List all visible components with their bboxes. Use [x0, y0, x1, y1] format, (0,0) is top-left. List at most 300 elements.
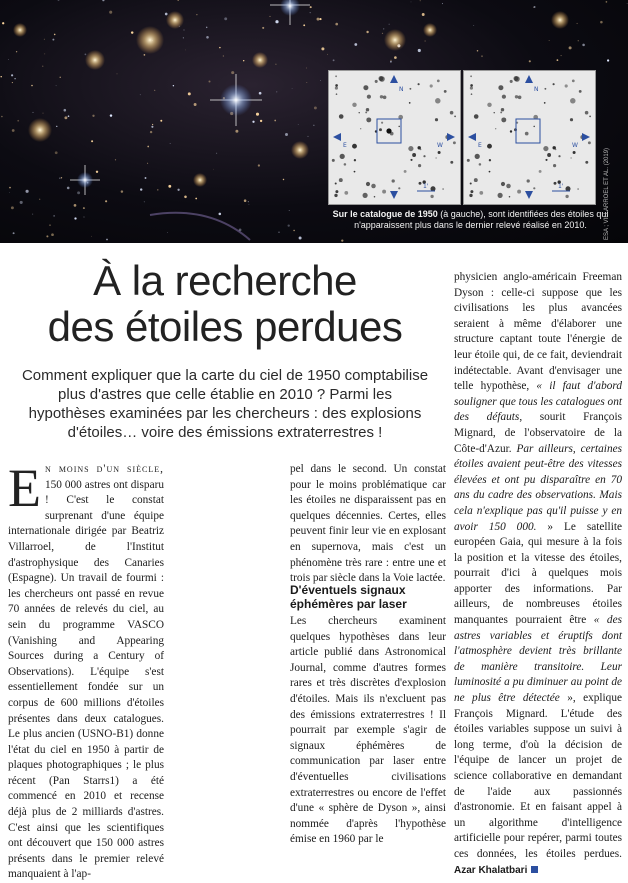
catalog-star — [409, 102, 411, 104]
catalog-star — [352, 144, 357, 149]
catalog-star — [589, 116, 591, 118]
catalog-star — [366, 108, 369, 111]
star — [68, 115, 70, 117]
catalog-star — [339, 114, 344, 119]
catalog-star — [545, 159, 547, 161]
star — [109, 11, 112, 14]
end-mark — [531, 866, 538, 873]
catalog-star — [378, 76, 383, 81]
catalog-star — [474, 178, 478, 182]
star — [231, 71, 234, 74]
star — [394, 56, 397, 59]
star — [44, 53, 45, 54]
catalog-star — [381, 122, 383, 124]
catalog-star — [410, 159, 412, 161]
star — [481, 55, 483, 57]
star — [292, 88, 293, 89]
catalog-star — [417, 146, 420, 149]
star — [208, 80, 210, 82]
star — [223, 55, 224, 56]
star — [168, 185, 171, 188]
catalog-star — [510, 80, 513, 83]
star — [260, 120, 262, 122]
star — [335, 23, 338, 26]
col3-quote-1: « il faut d'abord souligner que tous les catalogues ont des défauts — [454, 380, 622, 424]
catalog-star — [409, 88, 411, 90]
star — [83, 216, 84, 217]
headline-line-2: des étoiles perdues — [47, 303, 403, 350]
catalog-star — [360, 128, 361, 129]
catalog-star — [577, 188, 579, 190]
star — [390, 60, 391, 61]
col3-text-4: », explique François Mignard. L'étude des étoiles variables suppose un suivi à long terme, d'où la décision de l'équipe de lancer un projet de science collaborative en demandant de l'aide aux passionnés d'astronomie. Et en faisant appel à un algorithme d'intelligence artificielle pour repérer, parmi toutes ces données, les étoiles perdues. — [454, 692, 622, 860]
star — [333, 59, 335, 61]
star — [177, 0, 179, 1]
star — [477, 50, 479, 52]
star — [0, 76, 1, 77]
star — [160, 120, 162, 122]
catalog-star — [352, 103, 356, 107]
catalog-star — [436, 157, 437, 158]
star — [58, 0, 60, 1]
east-label: E — [478, 142, 482, 149]
catalog-star — [374, 196, 376, 198]
catalog-star — [510, 130, 512, 132]
catalog-star — [365, 111, 367, 113]
star — [67, 187, 70, 190]
star — [390, 61, 392, 63]
catalog-star — [340, 154, 345, 159]
star — [313, 125, 314, 126]
catalog-star — [336, 93, 338, 95]
star — [320, 80, 321, 81]
star — [91, 236, 92, 237]
north-label: N — [399, 86, 404, 93]
star — [607, 59, 609, 61]
star — [219, 213, 222, 216]
col3-quote-2: Par ailleurs, certaines étoiles avaient peut-être des vitesses élevées et ont pu disparaître en 70 ans du cadre des observations. Mais cela n'explique pas qu'il puisse y en avoir 150 000. — [454, 442, 622, 533]
catalog-star — [494, 112, 495, 113]
star — [59, 178, 60, 179]
catalog-star — [558, 155, 560, 157]
catalog-star — [573, 151, 576, 154]
survey-2010-chart — [464, 71, 595, 204]
catalog-star — [450, 111, 454, 115]
star — [578, 40, 579, 41]
star — [274, 120, 276, 122]
star — [306, 68, 307, 69]
star — [177, 189, 179, 191]
catalog-star — [518, 95, 522, 99]
star — [248, 204, 249, 205]
catalog-star — [438, 151, 441, 154]
star — [283, 179, 284, 180]
catalog-star — [398, 126, 400, 128]
catalog-star — [565, 195, 568, 198]
catalog-star — [479, 163, 482, 166]
catalog-star — [354, 171, 356, 173]
west-label: W — [437, 142, 443, 149]
star — [243, 60, 244, 61]
catalog-star — [467, 159, 470, 162]
east-label: E — [343, 142, 347, 149]
star — [147, 146, 149, 148]
star — [13, 232, 15, 234]
star — [529, 60, 531, 62]
star — [319, 18, 321, 20]
star — [298, 124, 299, 125]
catalog-star — [553, 164, 556, 167]
catalog-star — [382, 190, 386, 194]
catalog-star — [495, 128, 496, 129]
catalog-star — [430, 84, 433, 87]
star — [17, 120, 19, 122]
star — [9, 187, 11, 189]
caption-text: (à gauche), sont identifiées des étoiles qui n'apparaissent plus dans le dernier relevé réalisé en 2010. — [354, 209, 609, 230]
star — [77, 191, 80, 194]
star — [235, 130, 238, 133]
catalog-star — [344, 163, 347, 166]
star — [293, 230, 294, 231]
catalog-star — [470, 84, 473, 87]
catalog-star — [379, 128, 382, 131]
catalog-star — [359, 112, 360, 113]
catalog-star — [423, 155, 425, 157]
star — [12, 82, 13, 83]
star — [52, 39, 54, 41]
star — [83, 207, 85, 209]
star — [321, 47, 324, 50]
catalog-star — [487, 144, 492, 149]
author-signature: Azar Khalatbari — [454, 864, 528, 876]
star — [53, 215, 55, 217]
catalog-star — [517, 190, 521, 194]
star — [442, 3, 443, 4]
star — [256, 113, 259, 116]
star — [188, 92, 191, 95]
star — [195, 198, 197, 200]
star — [561, 55, 562, 56]
catalog-star — [533, 126, 535, 128]
star — [140, 188, 142, 190]
star — [184, 196, 187, 199]
caption-bold: Sur le catalogue de 1950 — [332, 209, 438, 219]
star — [105, 200, 107, 202]
headline-line-1: À la recherche — [93, 257, 357, 304]
catalog-star — [544, 88, 546, 90]
star — [121, 190, 123, 192]
catalog-star — [552, 146, 555, 149]
star — [154, 90, 155, 91]
catalog-star — [335, 87, 338, 90]
catalog-star — [565, 84, 568, 87]
scale-label: 1' — [423, 183, 429, 190]
star — [20, 201, 23, 204]
headline — [10, 258, 440, 350]
catalog-star — [570, 118, 573, 121]
star — [425, 40, 426, 41]
star — [96, 171, 98, 173]
star — [167, 232, 168, 233]
catalog-star — [506, 184, 511, 189]
star — [270, 16, 271, 17]
catalog-star — [470, 182, 472, 184]
catalog-star — [489, 171, 491, 173]
catalog-star — [501, 117, 506, 122]
star — [577, 23, 578, 24]
catalog-star — [430, 195, 433, 198]
star — [288, 224, 290, 226]
star — [248, 201, 249, 202]
star — [165, 13, 168, 16]
star — [341, 239, 343, 241]
catalog-star — [500, 111, 502, 113]
star — [258, 164, 260, 166]
catalog-star — [363, 85, 368, 90]
star — [308, 136, 309, 137]
catalog-star — [335, 84, 338, 87]
star — [606, 1, 608, 3]
photo-credit: ESA ; VILLARROEL ET AL. (2019) — [604, 147, 610, 240]
article-column-3 — [454, 270, 622, 878]
catalog-star — [366, 117, 371, 122]
catalog-star — [470, 87, 473, 90]
star — [366, 31, 368, 33]
star — [43, 113, 44, 114]
star — [74, 217, 76, 219]
star — [91, 140, 93, 142]
catalog-star — [418, 164, 421, 167]
star — [276, 91, 277, 92]
star — [557, 59, 559, 61]
catalog-star — [502, 95, 506, 99]
survey-panel-2010 — [463, 70, 596, 205]
catalog-star — [525, 132, 529, 136]
star — [60, 77, 61, 78]
drop-cap: E — [8, 458, 41, 518]
star — [213, 169, 214, 170]
star — [51, 233, 54, 236]
catalog-star — [408, 146, 413, 151]
star — [314, 106, 317, 109]
star — [117, 74, 118, 75]
subheading: D'éventuels signaux éphémères par laser — [290, 583, 407, 611]
catalog-star — [442, 188, 444, 190]
catalog-star — [412, 153, 416, 157]
star — [115, 159, 116, 160]
star — [473, 25, 474, 26]
star — [64, 116, 67, 119]
star — [102, 0, 104, 1]
catalog-star — [527, 179, 530, 182]
catalog-star — [392, 179, 395, 182]
article-column-2-bottom: Les chercheurs examinent quelques hypothèses dans leur article publié dans Astronomical Journal, comme d'autres formes rares et très discrètes d'explosion d'étoiles. Mais ils n'excluent pas des émissions extraterrestres ! Il pourrait par exemple s'agir de signaux éphémères de communication par laser entre d'éventuelles civilisations extraterrestres ou encore de l'effet d'une « sphère de Dyson », ainsi nommée d'après l'hypothèse émise en 1960 par le — [290, 615, 446, 846]
catalog-star — [579, 90, 582, 93]
col3-quote-3: « des astres variables et éruptifs dont l'atmosphère devient très brillante de manière transitoire. Leur luminosité a pu diminuer au point de ne plus être détectée — [454, 614, 622, 705]
star — [420, 0, 421, 1]
catalog-star — [585, 111, 589, 115]
catalog-star — [453, 141, 456, 144]
star — [26, 190, 29, 193]
catalog-star — [334, 194, 337, 197]
catalog-star — [454, 116, 456, 118]
star — [92, 115, 94, 117]
catalog-star — [435, 118, 438, 121]
star — [33, 112, 34, 113]
article-column-1 — [8, 458, 164, 883]
star — [32, 214, 33, 215]
star — [14, 78, 16, 80]
catalog-star — [513, 76, 518, 81]
star — [16, 51, 17, 52]
catalog-star — [366, 182, 370, 186]
star — [144, 54, 146, 56]
star — [46, 235, 48, 237]
star — [170, 143, 171, 144]
star — [196, 14, 197, 15]
catalog-star — [380, 95, 383, 98]
star — [600, 21, 603, 24]
star — [582, 44, 585, 47]
opening-smallcaps: n moins d'un siècle, — [45, 463, 164, 475]
hero-image — [0, 0, 628, 243]
catalog-star — [471, 93, 473, 95]
star — [49, 224, 50, 225]
star — [549, 40, 550, 41]
star — [184, 30, 185, 31]
star — [299, 237, 302, 240]
catalog-star — [344, 191, 348, 195]
star — [383, 28, 384, 29]
star — [39, 199, 40, 200]
catalog-star — [335, 75, 337, 77]
catalog-star — [383, 95, 387, 99]
star — [56, 126, 57, 127]
lede: Comment expliquer que la carte du ciel de 1950 comptabilise plus d'astres que celle établie en 2010 ? Parmi les hypothèses examinées par les chercheurs : des explosions d'étoiles… voire des émissions extraterrestres ! — [21, 367, 429, 441]
catalog-star — [544, 102, 546, 104]
catalog-star — [470, 190, 473, 193]
catalog-star — [501, 108, 504, 111]
star — [310, 12, 311, 13]
star — [110, 114, 112, 116]
star — [61, 177, 62, 178]
catalog-star — [498, 85, 503, 90]
star — [44, 39, 45, 40]
star — [9, 192, 10, 193]
star — [11, 206, 14, 209]
star — [147, 163, 148, 164]
catalog-star — [489, 159, 491, 161]
catalog-star — [498, 193, 503, 198]
star — [224, 17, 227, 20]
catalog-star — [509, 196, 511, 198]
scale-label: 1' — [558, 183, 564, 190]
catalog-star — [371, 184, 376, 189]
catalog-star — [444, 90, 447, 93]
catalog-star — [450, 161, 453, 164]
star — [216, 153, 217, 154]
star — [382, 33, 383, 34]
star — [55, 151, 58, 154]
star — [157, 189, 158, 190]
catalog-star — [363, 193, 368, 198]
catalog-star — [543, 146, 548, 151]
star — [219, 47, 220, 48]
star — [303, 24, 305, 26]
article-column-2-top: pel dans le second. Un constat pour le moins problématique car les étoiles ne disparaissent pas en quelques décennies. Certes, elles peuvent finir leur vie en explosant en supernova, mais c'est un phénomène très rare : entre une et trois par siècle dans la Voie lactée. — [290, 463, 446, 585]
star — [327, 54, 328, 55]
star — [206, 36, 209, 39]
catalog-star — [553, 83, 555, 85]
west-label: W — [572, 142, 578, 149]
star — [183, 37, 184, 38]
vanished-star — [386, 128, 391, 133]
star — [275, 64, 276, 65]
star — [173, 85, 174, 86]
star — [106, 239, 108, 241]
star — [569, 46, 572, 49]
star — [131, 31, 133, 33]
catalog-star — [437, 80, 440, 83]
star — [140, 94, 141, 95]
col3-text-3: » Le satellite européen Gaia, qui mesure à la fois la position et la vitesse des étoiles, pourrait d'ici à quelques mois apporter des informations. Par ailleurs, de nombreuses étoiles manquantes pourraient être — [454, 520, 622, 627]
catalog-star — [367, 95, 371, 99]
image-caption — [328, 209, 613, 231]
catalog-star — [419, 182, 422, 185]
catalog-star — [479, 191, 483, 195]
star — [389, 24, 390, 25]
star — [194, 103, 197, 106]
star — [289, 210, 290, 211]
catalog-star — [404, 170, 407, 173]
star — [74, 204, 77, 207]
star — [285, 133, 288, 136]
star — [85, 54, 87, 56]
star — [418, 49, 421, 52]
catalog-star — [539, 170, 542, 173]
catalog-star — [572, 80, 575, 83]
catalog-star — [339, 178, 343, 182]
star — [2, 22, 4, 24]
star — [54, 34, 56, 36]
star — [145, 177, 147, 179]
catalog-star — [332, 159, 335, 162]
star — [31, 85, 33, 87]
star — [150, 131, 152, 133]
star — [317, 18, 320, 21]
catalog-star — [571, 157, 572, 158]
catalog-star — [547, 153, 551, 157]
catalog-star — [474, 114, 479, 119]
catalog-star — [585, 161, 588, 164]
star — [259, 92, 262, 95]
star — [306, 82, 307, 83]
star — [1, 116, 3, 118]
col3-text-2: , sourit François Mignard, de l'observatoire de la Côte-d'Azur. — [454, 411, 622, 455]
col3-text-1: physicien anglo-américain Freeman Dyson : celle-ci suppose que les civilisations les plus avancées seraient à même d'élaborer une structure captant toute l'énergie de leur étoile qui, de ce fait, deviendrait indétectable. Avant d'envisager une telle hypothèse, — [454, 271, 622, 393]
north-label: N — [534, 86, 539, 93]
catalog-star — [375, 80, 378, 83]
star — [422, 13, 425, 16]
column-1-text: 150 000 astres ont disparu ! C'est le constat surprenant d'une équipe internationale dirigée par Beatriz Villarroel, de l'Institut d'astrophysique des Canaries (Espagne). Un travail de fourmi : les chercheurs ont passé en revue 70 années de relevés du ciel, au sein du programme VASCO (Vanishing and Appearing Sources during a Century of Observations). L'équipe s'est essentiellement fondée sur un corpus de 600 millions d'étoiles présentes dans deux catalogues. Le plus ancien (USNO-B1) donne l'état du ciel en 1950 à partir de plaques photographiques ; le plus récent (Pan Starrs1) a été commencé en 2010 et recense déjà plus de 2 milliards d'astres. C'est ainsi que les scientifiques ont découvert que 150 000 astres présents dans le premier relevé manquaient à l'ap- — [8, 478, 164, 881]
star — [12, 129, 15, 132]
star — [262, 27, 264, 29]
star — [151, 126, 153, 128]
catalog-star — [469, 194, 472, 197]
star — [8, 59, 9, 60]
star — [152, 124, 153, 125]
catalog-star — [487, 103, 491, 107]
